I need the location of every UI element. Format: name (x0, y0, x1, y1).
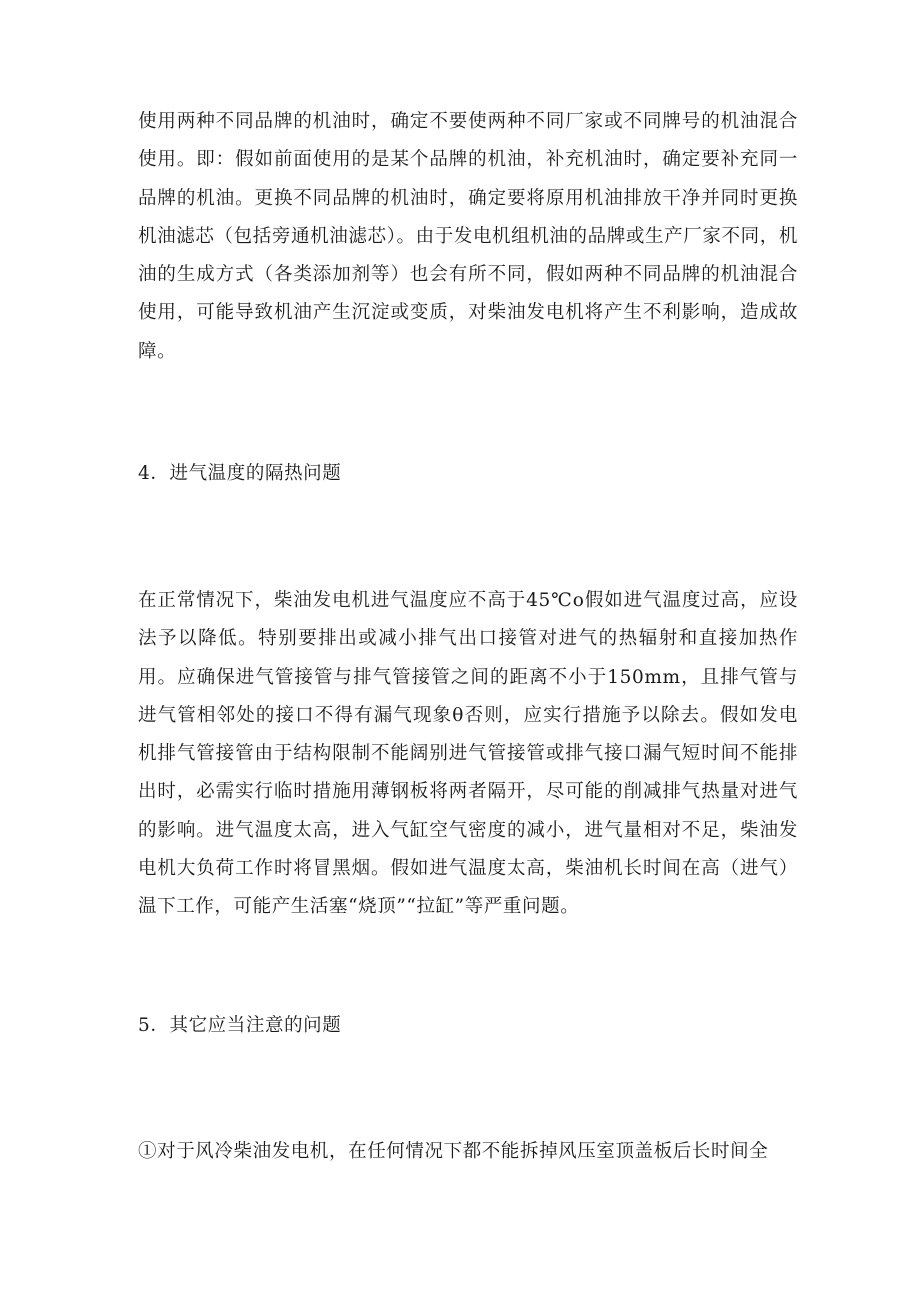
section-heading-intake-temperature: 4．进气温度的隔热问题 (138, 463, 342, 484)
paragraph-engine-oil-mixing: 使用两种不同品牌的机油时，确定不要使两种不同厂家或不同牌号的机油混合使用。即：假如前面使用的是某个品牌的机油，补充机油时，确定要补充同一品牌的机油。更换不同品牌的机油时，确定要将原用机油排放干净并同时更换机油滤芯（包括旁通机油滤芯）。由于发电机组机油的品牌或生产厂家不同，机油的生成方式（各类添加剂等）也会有所不同，假如两种不同品牌的机油混合使用，可能导致机油产生沉淀或变质，对柴油发电机将产生不利影响，造成故障。 (138, 111, 798, 362)
paragraph-air-cooled-generator: ①对于风冷柴油发电机，在任何情况下都不能拆掉风压室顶盖板后长时间全 (138, 1141, 769, 1162)
section-heading-other-issues: 5．其它应当注意的问题 (138, 1015, 342, 1036)
paragraph-intake-temperature: 在正常情况下，柴油发电机进气温度应不高于45℃o假如进气温度过高，应设法予以降低。特别要排出或减小排气出口接管对进气的热辐射和直接加热作用。应确保进气管接管与排气管接管之间的距离不小于150mm，且排气管与进气管相邻处的接口不得有漏气现象θ否则，应实行措施予以除去。假如发电机排气管接管由于结构限制不能阔别进气管接管或排气接口漏气短时间不能排出时，必需实行临时措施用薄钢板将两者隔开，尽可能的削减排气热量对进气的影响。进气温度太高，进入气缸空气密度的减小，进气量相对不足，柴油发电机大负荷工作时将冒黑烟。假如进气温度太高，柴油机长时间在高（进气）温下工作，可能产生活塞“烧顶”“拉缸”等严重问题。 (138, 590, 798, 918)
